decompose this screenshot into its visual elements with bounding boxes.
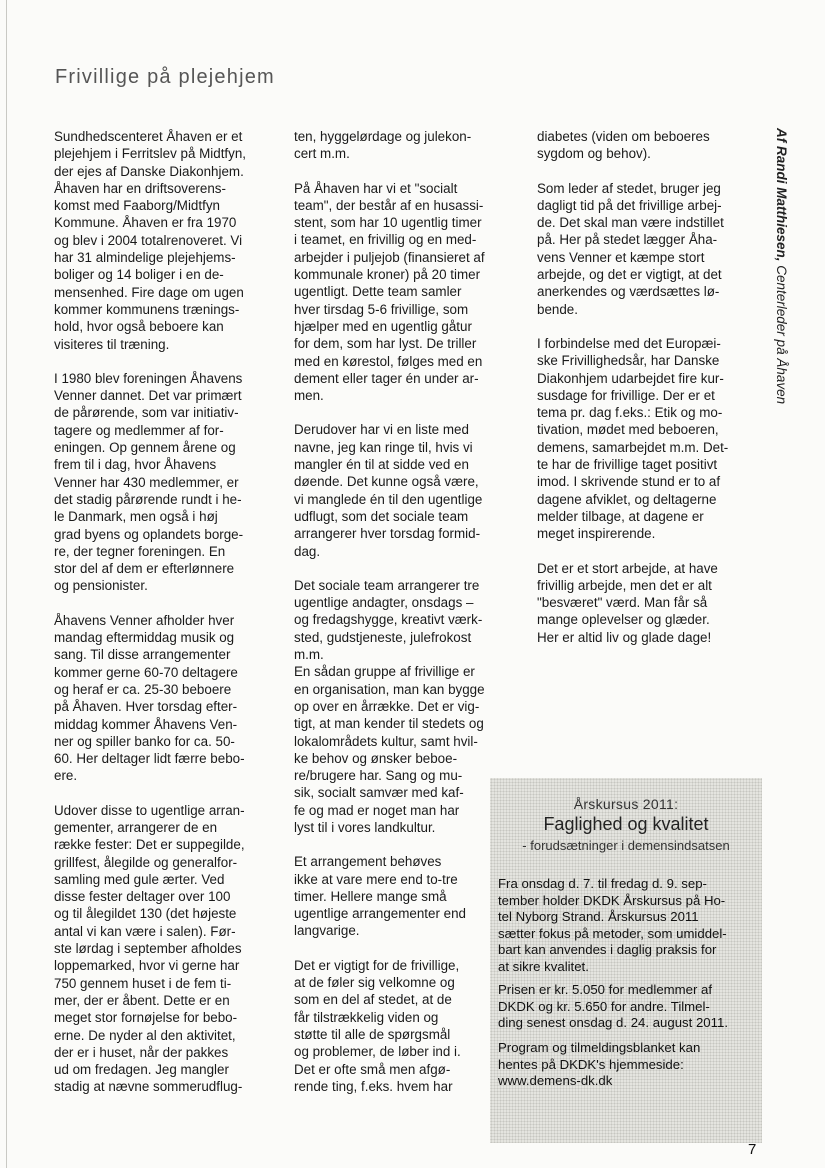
column-2 xyxy=(294,128,520,1112)
author-byline xyxy=(774,128,789,404)
paragraph: I 1980 blev foreningen Åhavens Venner dannet. Det var primært de pårørende, som var initiativ- tagere og medlemmer af for- eningen. Op gennem årene og frem til i dag, hvor Åhavens Venner har 430 medlemmer, er det stadig pårørende rundt i he- le Danmark, men også i høj grad byens og oplandets borge- re, der tegner foreningen. En stor del af dem er efterlønnere og pensionister. xyxy=(54,370,244,594)
paragraph: ten, hyggelørdage og julekon- cert m.m. xyxy=(294,129,472,162)
paragraph: En sådan gruppe af frivillige er en organisation, man kan bygge op over en årrække. Det er vig- tigt, at man kender til stedets og lokalområdets kultur, samt hvil- ke behov og ønsker beboe- re/brugere har. Sang og mu- sik, socialt samvær med kaf- fe og mad er noget man har lyst til i vores landkultur. xyxy=(294,664,485,835)
paragraph: Et arrangement behøves ikke at vare mere end to-tre timer. Hellere mange små ugentlige arrangementer end langvarige. xyxy=(294,854,466,939)
info-box-subtitle: - forudsætninger i demensindsatsen xyxy=(522,838,730,853)
paragraph: Det er vigtigt for de frivillige, at de føler sig velkomne og som en del af stedet, at de får tilstrækkelig viden og støtte til alle de spørgsmål og problemer, de løber ind i. Det er ofte små men afgø- rende ting, f.eks. hvem har xyxy=(294,957,461,1094)
author-name: Af Randi Matthiesen, xyxy=(774,128,789,262)
paragraph: Sundhedscenteret Åhaven er et plejehjem i Ferritslev på Midtfyn, der ejes af Danske Diakonhjem. Åhaven har en driftsoverens- komst med Faaborg/Midtfyn Kommune. Åhaven er fra 1970 og blev i 2004 totalrenoveret. Vi har 31 almindelige plejehjems- boliger og 14 boliger i en de- mensenhed. Fire dage om ugen kommer kommunens trænings- hold, hvor også beboere kan visiteres til træning. xyxy=(54,129,247,352)
page-number: 7 xyxy=(748,1141,757,1158)
paragraph: På Åhaven har vi et "socialt team", der består af en husassi- stent, som har 10 ugentlig timer i teamet, en frivillig og en med- arbejder i puljejob (finansieret af kommunale kroner) på 20 timer ugentligt. Dette team samler hver tirsdag 5-6 frivillige, som hjælper med en ugentlig gåtur for dem, som har lyst. De triller med en kørestol, følges med en dement eller tager én under ar- men. xyxy=(294,180,485,404)
info-box-paragraph: Prisen er kr. 5.050 for medlemmer af DKDK og kr. 5.650 for andre. Tilmel- ding senest onsdag d. 24. august 2011. xyxy=(498,982,728,1030)
paragraph: Det er et stort arbejde, at have frivillig arbejde, men det er alt "besværet" værd. Man får så mange oplevelser og glæder. Her er altid liv og glade dage! xyxy=(537,560,718,645)
info-box-heading: Årskursus 2011: xyxy=(573,796,679,812)
column-3 xyxy=(537,128,755,663)
info-box-paragraph: Fra onsdag d. 7. til fredag d. 9. sep- tember holder DKDK Årskursus på Ho- tel Nyborg Strand. Årskursus 2011 sætter fokus på metoder, som umiddel- bart kan anvendes i daglig praksis for at sikre kvalitet. xyxy=(498,876,727,974)
column-1 xyxy=(54,128,276,1113)
paragraph: Åhavens Venner afholder hver mandag eftermiddag musik og sang. Til disse arrangementer kommer gerne 60-70 deltagere og heraf er ca. 25-30 beboere på Åhaven. Hver torsdag efter- middag kommer Åhavens Ven- ner og spiller banko for ca. 50- 60. Her deltager lidt færre bebo- ere. xyxy=(54,612,245,784)
page-edge xyxy=(6,0,7,1168)
paragraph: Det sociale team arrangerer tre ugentlige andagter, onsdags – og fredagshygge, kreativt værk- sted, gudstjeneste, julefrokost m.m. xyxy=(294,577,483,663)
course-info-box xyxy=(490,778,762,1143)
article-title: Frivillige på plejehjem xyxy=(55,66,275,88)
paragraph: diabetes (viden om beboeres sygdom og behov). xyxy=(537,129,710,162)
paragraph: Udover disse to ugentlige arran- gementer, arrangerer de en række fester: Det er suppegilde, grillfest, ålegilde og generalfor- samling med gule ærter. Ved disse fester deltager over 100 og til ålegildet 130 (det højeste antal vi kan være i salen). Før- ste lørdag i september afholdes loppemarked, hvor vi gerne har 750 gennem huset i de fem ti- mer, der er åbent. Dette er en meget stor fornøjelse for bebo- erne. De nyder al den aktivitet, der er i huset, når der pakkes ud om fredagen. Jeg mangler stadig at nævne sommerudflug- xyxy=(54,802,245,1095)
info-box-paragraph: Program og tilmeldingsblanket kan hentes på DKDK's hjemmeside: www.demens-dk.dk xyxy=(498,1040,701,1088)
paragraph: Derudover har vi en liste med navne, jeg kan ringe til, hvis vi mangler én til at sidde ved en døende. Det kunne også være, vi manglede én til den ugentlige udflugt, som det sociale team arrangerer hver torsdag formid- dag. xyxy=(294,422,483,559)
paragraph: I forbindelse med det Europæi- ske Frivillighedsår, har Danske Diakonhjem udarbejdet fire kur- susdage for frivillige. Der er et tema pr. dag f.eks.: Etik og mo- tivation, mødet med beboeren, demens, samarbejdet m.m. Det- te har de frivillige taget positivt imod. I skrivende stund er to af dagene afviklet, og deltagerne melder tilbage, at dagene er meget inspirerende. xyxy=(537,335,729,542)
info-box-title: Faglighed og kvalitet xyxy=(543,814,709,834)
author-role: Centerleder på Åhaven xyxy=(774,261,789,405)
paragraph: Som leder af stedet, bruger jeg dagligt tid på det frivillige arbej- de. Det skal man være indstillet på. Her på stedet lægger Åha- vens Venner et kæmpe stort arbejde, og det er vigtigt, at det anerkendes og værdsættes lø- bende. xyxy=(537,180,724,317)
